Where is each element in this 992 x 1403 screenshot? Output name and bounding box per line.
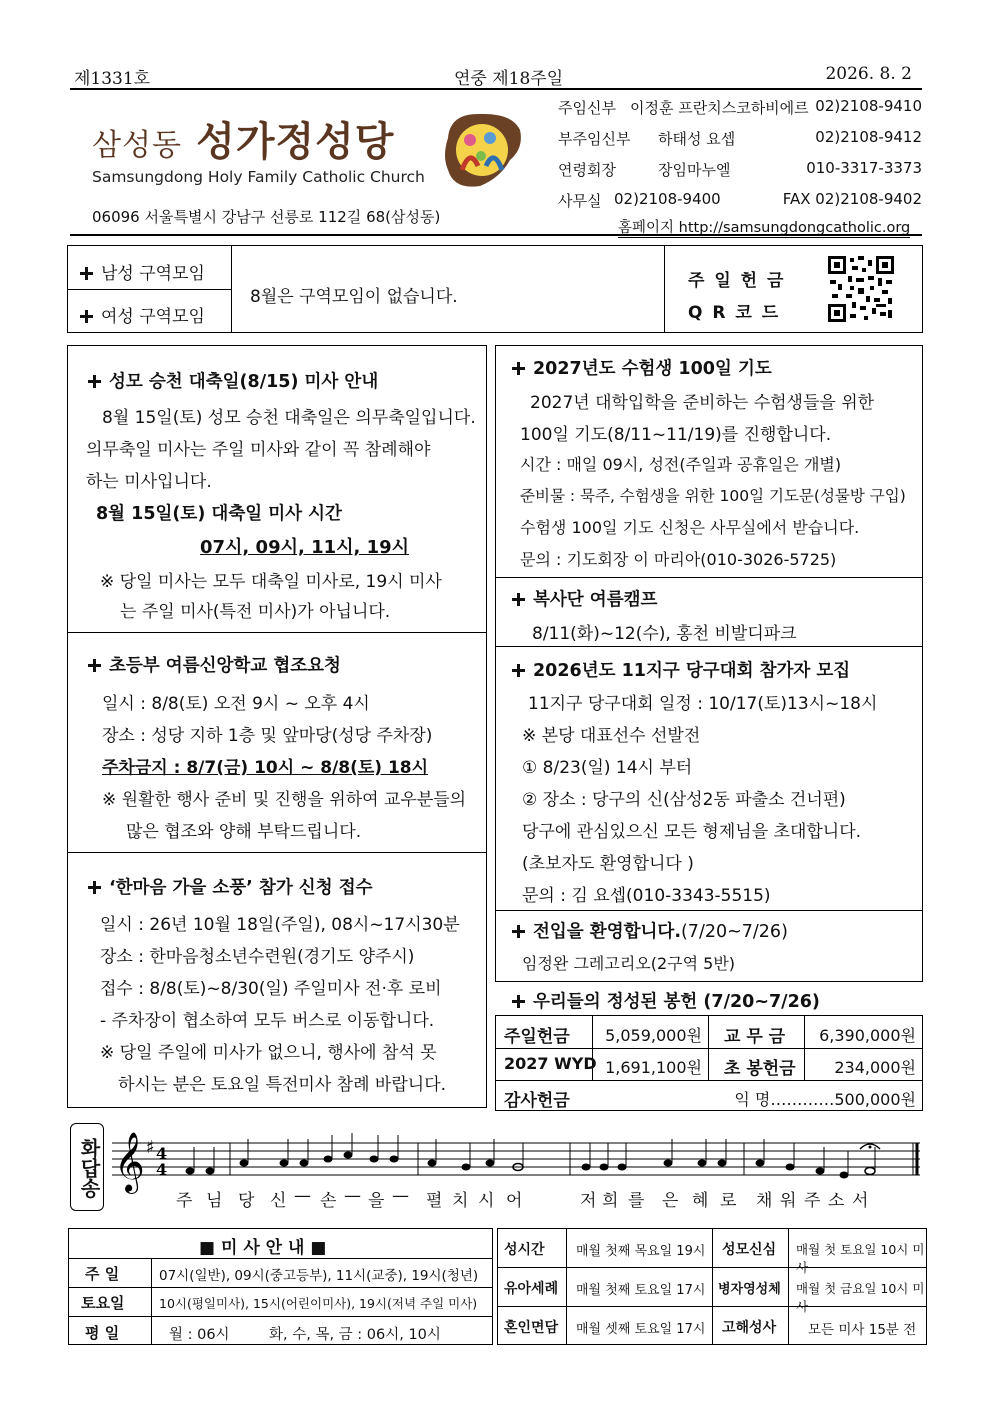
men-district-text: 남성 구역모임	[101, 264, 205, 284]
offering-amount: 익 명…………500,000원	[734, 1090, 916, 1109]
billiards-title-text: 2026년도 11지구 당구대회 참가자 모집	[533, 661, 851, 681]
lyric-syllable: —	[294, 1186, 311, 1206]
header-bar	[70, 60, 922, 90]
lyric-syllable: 주	[804, 1191, 821, 1211]
row-line	[69, 1258, 492, 1259]
saturday-times: 10시(평일미사), 15시(어린이미사), 19시(저녁 주일 미사)	[159, 1296, 478, 1311]
cross-icon	[80, 267, 93, 280]
svg-text:𝄞: 𝄞	[114, 1132, 145, 1192]
district-meeting-box	[67, 245, 923, 333]
offering-label: 교 무 금	[724, 1027, 786, 1047]
lyric-syllable: 워	[780, 1191, 797, 1211]
contact-name: 02)2108-9400	[614, 190, 721, 208]
offering-title	[512, 988, 820, 1013]
picnic-line: 일시 : 26년 10월 18일(주일), 08시~17시30분	[100, 915, 460, 935]
qr-code-icon[interactable]	[828, 256, 894, 322]
sacrament-value: 매월 셋째 토요일 17시	[576, 1322, 706, 1337]
exam-line: 시간 : 매일 09시, 성전(주일과 공휴일은 개별)	[520, 455, 842, 474]
row-line	[69, 1316, 492, 1317]
mass-schedule	[68, 1228, 493, 1345]
section-divider	[496, 577, 922, 578]
lyric-syllable: 로	[720, 1191, 737, 1211]
contact-role: 부주임신부	[558, 130, 631, 148]
section-divider	[496, 646, 922, 647]
offering-amount: 1,691,100원	[605, 1058, 702, 1077]
issue-date: 2026. 8. 2	[825, 64, 912, 84]
lyric-syllable: 님	[206, 1191, 223, 1211]
picnic-title-text: ‘한마음 가을 소풍’ 참가 신청 접수	[109, 878, 373, 898]
picnic-line: 하시는 분은 토요일 특전미사 참례 바랍니다.	[118, 1075, 447, 1095]
assumption-line: 8월 15일(토) 성모 승천 대축일은 의무축일입니다.	[102, 408, 476, 428]
svg-text:4: 4	[156, 1160, 168, 1179]
svg-text:4: 4	[156, 1144, 168, 1163]
church-title	[92, 110, 394, 167]
offering-label: 감사헌금	[504, 1091, 570, 1111]
mass-title: ■ 미 사 안 내 ■	[199, 1238, 327, 1258]
picnic-line: ※ 당일 주일에 미사가 없으니, 행사에 참석 못	[100, 1043, 437, 1063]
qr-label-1: 주 일 헌 금	[688, 271, 786, 291]
sunday-label: 주 일	[85, 1265, 120, 1283]
offering-label: 주일헌금	[504, 1027, 570, 1047]
lyric-syllable: —	[392, 1186, 409, 1206]
offering-label: 2027 WYD	[504, 1054, 597, 1073]
contact-name: 장임마누엘	[658, 161, 731, 179]
assumption-note: ※ 당일 미사는 모두 대축일 미사로, 19시 미사	[100, 572, 442, 592]
billiards-line: 11지구 당구대회 일정 : 10/17(토)13시~18시	[528, 694, 878, 714]
title-main: 성가정성당	[196, 119, 395, 165]
qr-label-2: Q R 코 드	[688, 303, 781, 323]
sacrament-schedule	[497, 1228, 927, 1345]
sacrament-label: 고해성사	[722, 1320, 777, 1336]
col-line	[788, 1229, 789, 1344]
contact-name: 이정훈 프란치스코하비에르	[630, 99, 809, 117]
sunday-times: 07시(일반), 09시(중고등부), 11시(교중), 19시(청년)	[159, 1268, 479, 1284]
contact-phone: FAX 02)2108-9402	[782, 190, 922, 208]
cross-icon	[80, 310, 93, 323]
weekday-label: 평 일	[85, 1324, 120, 1342]
cross-icon	[88, 881, 101, 894]
offering-amount: 5,059,000원	[605, 1026, 702, 1045]
col-line	[151, 1258, 152, 1344]
contact-role: 주임신부	[558, 99, 616, 117]
lyric-syllable: 저	[580, 1191, 597, 1211]
cross-icon	[88, 659, 101, 672]
exam-line: 100일 기도(8/11~11/19)를 진행합니다.	[520, 425, 832, 445]
school-title	[88, 652, 341, 677]
women-district-label	[68, 290, 232, 332]
col-line	[566, 1229, 567, 1344]
church-title-en: Samsungdong Holy Family Catholic Church	[92, 168, 425, 186]
contact-phone: 02)2108-9412	[815, 128, 922, 146]
contact-name: 하태성 요셉	[658, 130, 736, 148]
exam-line: 2027년 대학입학을 준비하는 수험생들을 위한	[530, 393, 875, 413]
assumption-line: 하는 미사입니다.	[86, 472, 212, 492]
assumption-line: 의무축일 미사는 주일 미사와 같이 꼭 참례해야	[86, 440, 431, 460]
lyric-syllable: 시	[478, 1191, 495, 1211]
lyric-syllable: 주	[176, 1191, 193, 1211]
offering-amount: 234,000원	[834, 1058, 916, 1077]
liturgical-week: 연중 제18주일	[454, 69, 564, 89]
cross-icon	[512, 664, 525, 677]
lyric-syllable: 신	[270, 1191, 287, 1211]
exam-prayer-title	[512, 355, 772, 380]
sacrament-label: 혼인면담	[504, 1320, 559, 1336]
contact-row	[558, 124, 922, 155]
lyric-syllable: 소	[828, 1191, 845, 1211]
header-divider	[70, 234, 922, 236]
contact-role: 연령회장	[558, 161, 616, 179]
lyric-syllable: 채	[756, 1191, 773, 1211]
women-district-text: 여성 구역모임	[101, 307, 205, 327]
contact-row	[558, 93, 922, 124]
assumption-title	[88, 368, 378, 393]
lyric-syllable: 어	[506, 1191, 523, 1211]
school-title-text: 초등부 여름신앙학교 협조요청	[109, 656, 341, 676]
row-line	[496, 1080, 922, 1081]
school-line: 많은 협조와 양해 부탁드립니다.	[126, 822, 362, 842]
school-line: 장소 : 성당 지하 1층 및 앞마당(성당 주차장)	[102, 726, 433, 746]
assumption-subtitle: 8월 15일(토) 대축일 미사 시간	[96, 504, 342, 524]
cross-icon	[512, 925, 525, 938]
section-divider	[68, 852, 486, 853]
welcome-dates: (7/20~7/26)	[680, 922, 788, 942]
lyric-syllable: 을	[368, 1191, 385, 1211]
exam-prayer-title-text: 2027년도 수험생 100일 기도	[533, 359, 772, 379]
billiards-line: ※ 본당 대표선수 선발전	[522, 726, 701, 746]
response-psalm-label: 화답송	[70, 1123, 104, 1211]
exam-line: 수험생 100일 기도 신청은 사무실에서 받습니다.	[520, 518, 860, 537]
lyric-syllable: 당	[238, 1191, 255, 1211]
weekday-times: 화, 수, 목, 금 : 06시, 10시	[269, 1327, 441, 1343]
contact-phone: 010-3317-3373	[806, 159, 922, 177]
contact-phone: 02)2108-9410	[815, 97, 922, 115]
men-district-label	[68, 246, 232, 290]
lyric-syllable: 를	[628, 1191, 645, 1211]
section-divider	[496, 910, 922, 911]
offering-amount: 6,390,000원	[819, 1026, 916, 1045]
district-notice: 8월은 구역모임이 없습니다.	[250, 287, 458, 307]
billiards-line: ① 8/23(일) 14시 부터	[522, 758, 693, 778]
billiards-line: 당구에 관심있으신 모든 형제님을 초대합니다.	[522, 822, 862, 842]
cross-icon	[88, 375, 101, 388]
welcome-member: 임정완 그레고리오(2구역 5반)	[522, 954, 736, 973]
row-line	[69, 1287, 492, 1288]
exam-line: 문의 : 기도회장 이 마리아(010-3026-5725)	[520, 550, 837, 569]
row-line	[496, 1048, 922, 1049]
sacrament-label: 병자영성체	[718, 1282, 781, 1297]
lyric-syllable: 혜	[692, 1191, 709, 1211]
lyric-syllable: 손	[320, 1191, 337, 1211]
sacrament-value: 매월 첫 토요일 10시 미사	[796, 1242, 925, 1275]
sacrament-value: 매월 첫 금요일 10시 미사	[796, 1281, 925, 1314]
sacrament-label: 성시간	[504, 1242, 545, 1258]
sacrament-value: 매월 첫째 토요일 17시	[576, 1283, 706, 1298]
picnic-line: 접수 : 8/8(토)~8/30(일) 주일미사 전·후 로비	[100, 979, 442, 999]
cross-icon	[512, 995, 525, 1008]
holy-family-logo	[440, 108, 524, 192]
picnic-line: 장소 : 한마음청소년수련원(경기도 양주시)	[100, 947, 415, 967]
saturday-label: 토요일	[81, 1294, 125, 1312]
lyric-syllable: 치	[452, 1191, 469, 1211]
billiards-line: (초보자도 환영합니다 )	[522, 854, 694, 874]
issue-number: 제1331호	[74, 69, 151, 89]
sacrament-value: 매월 첫째 목요일 19시	[576, 1244, 706, 1259]
sacrament-label: 유아세례	[504, 1281, 559, 1297]
altar-camp-line: 8/11(화)~12(수), 홍천 비발디파크	[532, 624, 797, 644]
billiards-title	[512, 657, 850, 682]
welcome-title-text: 전입을 환영합니다.	[533, 922, 681, 942]
assumption-note: 는 주일 미사(특전 미사)가 아닙니다.	[120, 602, 391, 622]
offering-table	[495, 1015, 923, 1111]
col-line	[712, 1229, 713, 1344]
lyric-syllable: 희	[602, 1191, 619, 1211]
altar-camp-title-text: 복사단 여름캠프	[533, 590, 658, 610]
contact-row	[558, 155, 922, 186]
school-line: ※ 원활한 행사 준비 및 진행을 위하여 교우분들의	[102, 790, 467, 810]
cross-icon	[512, 362, 525, 375]
lyric-syllable: —	[344, 1186, 361, 1206]
sacrament-value: 모든 미사 15분 전	[808, 1322, 917, 1338]
section-divider	[68, 632, 486, 633]
contact-list	[558, 93, 922, 217]
assumption-title-text: 성모 승천 대축일(8/15) 미사 안내	[109, 372, 379, 392]
billiards-line: ② 장소 : 당구의 신(삼성2동 파출소 건너편)	[522, 790, 846, 810]
contact-role: 사무실	[558, 192, 602, 210]
lyric-syllable: 은	[662, 1191, 679, 1211]
welcome-title	[512, 918, 788, 943]
homepage-link[interactable]: 홈페이지 http://samsungdongcatholic.org	[618, 216, 910, 238]
assumption-times: 07시, 09시, 11시, 19시	[200, 537, 410, 558]
picnic-title	[88, 874, 373, 899]
col-line	[708, 1016, 709, 1080]
billiards-line: 문의 : 김 요셉(010-3343-5515)	[522, 886, 771, 906]
lyric-syllable: 펼	[426, 1191, 443, 1211]
contact-row	[558, 186, 922, 217]
qr-divider	[664, 246, 665, 332]
col-line	[804, 1016, 805, 1080]
altar-camp-title	[512, 586, 657, 611]
title-prefix: 삼성동	[92, 128, 182, 163]
lyric-syllable: 서	[852, 1191, 869, 1211]
school-line: 일시 : 8/8(토) 오전 9시 ~ 오후 4시	[102, 694, 370, 714]
cross-icon	[512, 593, 525, 606]
sacrament-label: 성모신심	[722, 1242, 777, 1258]
svg-text:♯: ♯	[146, 1137, 155, 1158]
exam-line: 준비물 : 묵주, 수험생을 위한 100일 기도문(성물방 구입)	[520, 487, 906, 505]
church-address: 06096 서울특별시 강남구 선릉로 112길 68(삼성동)	[92, 208, 441, 226]
picnic-line: - 주차장이 협소하여 모두 버스로 이동합니다.	[100, 1011, 435, 1031]
parking-ban: 주차금지 : 8/7(금) 10시 ~ 8/8(토) 18시	[102, 758, 429, 778]
offering-label: 초 봉헌금	[724, 1059, 796, 1079]
weekday-times-mon: 월 : 06시	[169, 1327, 230, 1343]
offering-title-text: 우리들의 정성된 봉헌 (7/20~7/26)	[533, 992, 820, 1012]
